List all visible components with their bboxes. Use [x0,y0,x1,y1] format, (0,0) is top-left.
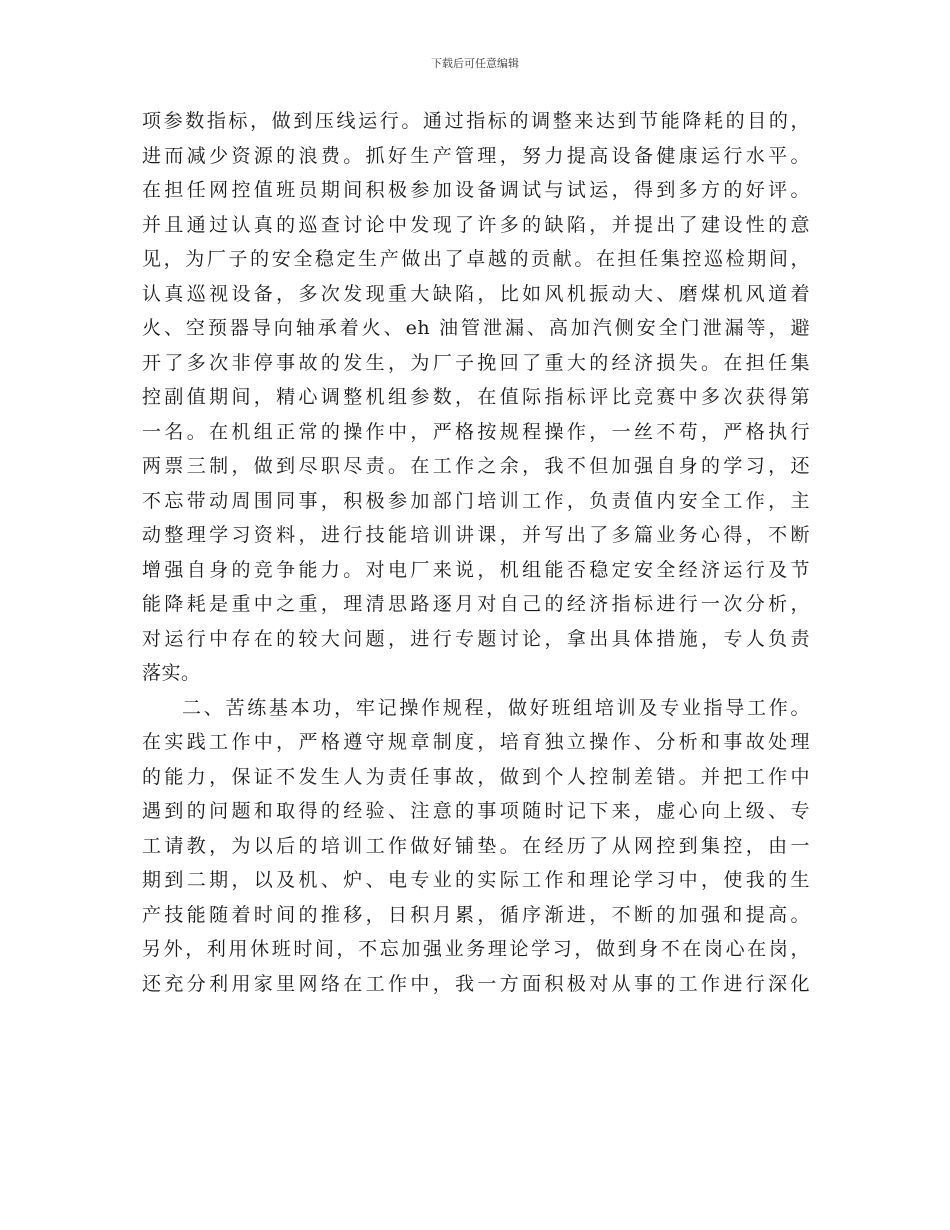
text-line: 在担任网控值班员期间积极参加设备调试与试运，得到多方的好评。 [142,179,810,201]
paragraph [142,104,810,691]
text-line: 两票三制，做到尽职尽责。在工作之余，我不但加强自身的学习，还 [142,455,810,477]
text-line: 二、苦练基本功，牢记操作规程，做好班组培训及专业指导工作。 [182,696,810,719]
text-line: 能降耗是重中之重，理清思路逐月对自己的经济指标进行一次分析， [142,593,810,615]
text-line: 项参数指标，做到压线运行。通过指标的调整来达到节能降耗的目的， [142,110,810,132]
text-line: 工请教，为以后的培训工作做好铺垫。在经历了从网控到集控，由一 [142,834,810,857]
text-line: 对运行中存在的较大问题，进行专题讨论，拿出具体措施，专人负责 [142,627,810,650]
text-line: 见，为厂子的安全稳定生产做出了卓越的贡献。在担任集控巡检期间， [142,248,810,270]
text-line: 进而减少资源的浪费。抓好生产管理，努力提高设备健康运行水平。 [142,144,810,167]
text-line: 产技能随着时间的推移，日积月累，循序渐进，不断的加强和提高。 [142,903,810,926]
text-line: 的能力，保证不发生人为责任事故，做到个人控制差错。并把工作中 [142,765,810,788]
page-header: 下载后可任意编辑 [431,57,519,70]
text-line: 期到二期，以及机、炉、电专业的实际工作和理论学习中，使我的生 [142,869,810,891]
text-line: 认真巡视设备，多次发现重大缺陷，比如风机振动大、磨煤机风道着 [142,282,810,305]
text-line: 遇到的问题和取得的经验、注意的事项随时记下来，虚心向上级、专 [142,800,810,822]
text-line: 火、空预器导向轴承着火、eh 油管泄漏、高加汽侧安全门泄漏等，避 [142,317,810,339]
text-line: 另外，利用休班时间，不忘加强业务理论学习，做到身不在岗心在岗， [142,938,810,960]
text-line: 控副值期间，精心调整机组参数，在值际指标评比竞赛中多次获得第 [142,386,810,408]
text-line: 动整理学习资料，进行技能培训讲课，并写出了多篇业务心得，不断 [142,524,810,546]
paragraph [142,691,810,1002]
text-line: 一名。在机组正常的操作中，严格按规程操作，一丝不苟，严格执行 [142,420,810,443]
text-line: 并且通过认真的巡查讨论中发现了许多的缺陷，并提出了建设性的意 [142,213,810,236]
text-line: 在实践工作中，严格遵守规章制度，培育独立操作、分析和事故处理 [142,731,810,753]
text-line: 开了多次非停事故的发生，为厂子挽回了重大的经济损失。在担任集 [142,351,810,374]
text-line: 不忘带动周围同事，积极参加部门培训工作，负责值内安全工作，主 [142,489,810,512]
body-text [142,104,810,1001]
text-line: 落实。 [142,662,201,684]
text-line: 增强自身的竞争能力。对电厂来说，机组能否稳定安全经济运行及节 [142,558,810,581]
text-line: 还充分利用家里网络在工作中，我一方面积极对从事的工作进行深化 [142,972,810,995]
